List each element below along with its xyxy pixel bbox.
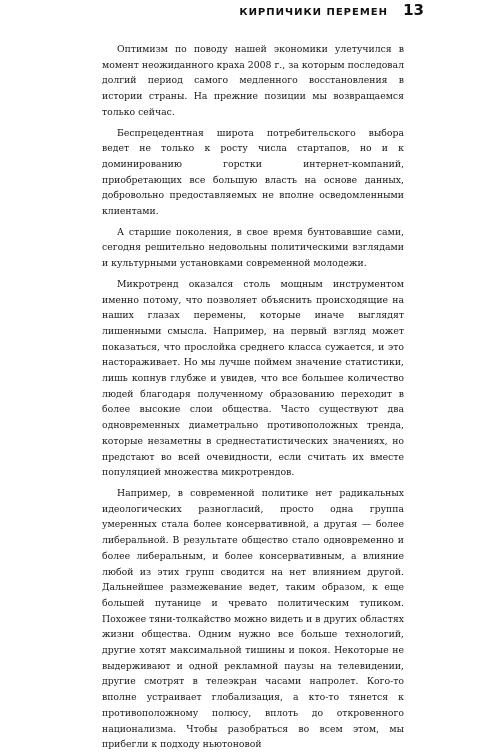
running-title: КИРПИЧИКИ ПЕРЕМЕН [239,7,388,18]
paragraph: А старшие поколения, в свое время бунтовавшие сами, сегодня решительно недовольны политическими взглядами и культурными установками современной молодежи. [102,226,404,270]
page-number: 13 [403,1,424,19]
paragraph: Например, в современной политике нет радикальных идеологических разногласий, просто одна группа умеренных стала более консервативной, а другая — более либеральной. В результате общество стало одновременно и более либеральным, и более консервативным, а влияние любой из этих групп сводится на нет влиянием другой. Дальнейшее размежевание ведет, таким образом, к еще большей путанице и чревато политическим тупиком. Похожее тяни-толкайство можно видеть и в других областях жизни общества. Одним нужно все больше технологий, другие хотят максимальной тишины и покоя. Некоторые не выдерживают и одной рекламной паузы на телевидении, другие смотрят в телеэкран часами напролет. Кого-то вполне устраивает глобализация, а кто-то тянется к противоположному полюсу, вплоть до откровенного национализма. Чтобы разобраться во всем этом, мы прибегли к подходу ньютоновой [102,487,404,751]
body-text [102,42,404,753]
paragraph: Оптимизм по поводу нашей экономики улетучился в момент неожиданного краха 2008 г., за которым последовал долгий период самого медленного восстановления в истории страны. На прежние позиции мы возвращаемся только сейчас. [102,44,404,118]
paragraph: Беспрецедентная широта потребительского выбора ведет не только к росту числа стартапов, но и к доминированию горстки интернет-компаний, приобретающих все большую власть на основе данных, добровольно предоставляемых не вполне осведомленными клиентами. [102,127,404,218]
running-header [0,0,500,28]
paragraph: Микротренд оказался столь мощным инструментом именно потому, что позволяет объяснить происходящие на наших глазах перемены, которые иначе выглядят лишенными смысла. Например, на первый взгляд может показаться, что прослойка среднего класса сужается, и это настораживает. Но мы лучше поймем значение статистики, лишь копнув глубже и увидев, что все большее количество людей благодаря полученному образованию переходит в более высокие слои общества. Часто существуют два одновременных диаметрально противоположных тренда, которые незаметны в среднестатистических значениях, но предстают во всей очевидности, если считать их вместе популяцией множества микротрендов. [102,278,404,479]
